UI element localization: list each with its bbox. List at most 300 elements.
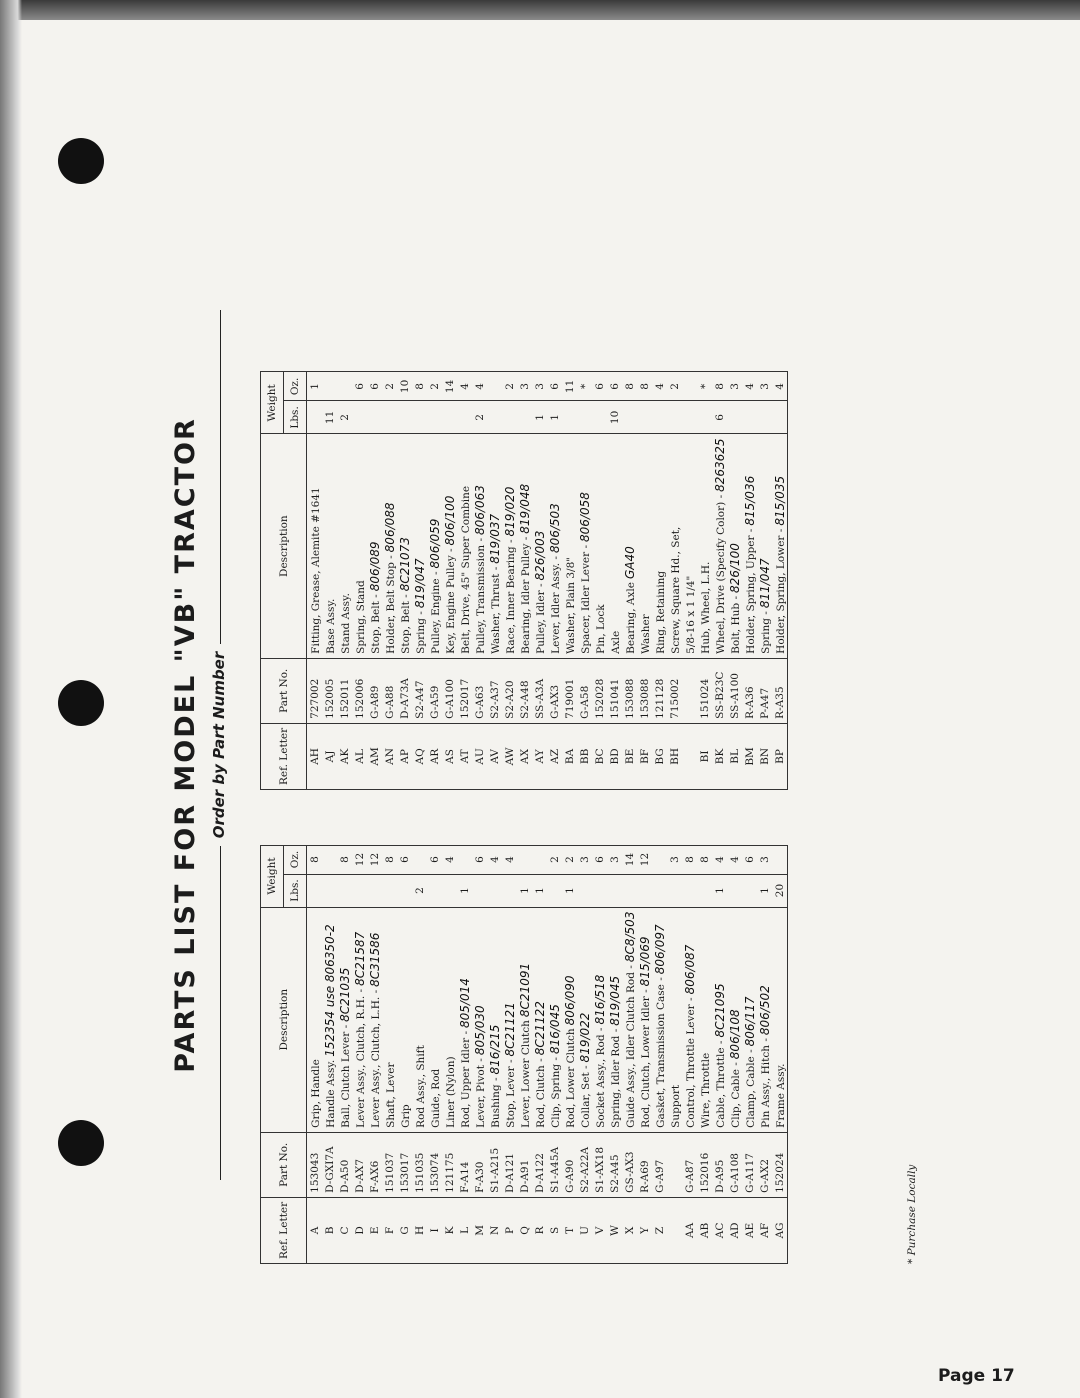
ref-cell-text: AK (338, 748, 351, 765)
description-cell (532, 434, 547, 658)
lbs-cell (397, 874, 412, 907)
oz-cell-text: 12 (368, 852, 381, 867)
oz-cell-text: 4 (443, 856, 456, 863)
handwritten-note: GA40 (622, 546, 637, 580)
ref-cell-text: L (458, 1226, 471, 1234)
part-no-cell-text: 152016 (698, 1152, 711, 1193)
oz-cell (772, 845, 788, 874)
description-cell-text: Spacer, Idler Lever - (579, 544, 592, 654)
description-cell-text: Spring, Idler Rod - (609, 1028, 622, 1128)
col-oz-header: Oz. (284, 372, 307, 401)
description-cell-text: Handle Assy. (324, 1059, 337, 1128)
ref-cell (652, 1197, 667, 1263)
part-no-cell-text: S2-A20 (503, 680, 516, 719)
lbs-cell (637, 401, 652, 434)
description-cell (412, 434, 427, 658)
part-no-cell-text: S2-A45 (608, 1154, 621, 1193)
description-cell-text: Washer (639, 614, 652, 654)
part-no-cell (742, 1132, 757, 1197)
part-no-cell (652, 1132, 667, 1197)
part-no-cell (667, 1132, 682, 1197)
part-no-cell-text: 719001 (563, 678, 576, 719)
table-row (517, 845, 532, 1263)
oz-cell-text: 6 (743, 856, 756, 863)
part-no-cell (442, 1132, 457, 1197)
oz-cell-text: 4 (458, 383, 471, 390)
description-cell (712, 434, 727, 658)
oz-cell (742, 845, 757, 874)
ref-cell (622, 1197, 637, 1263)
handwritten-note: 816/045 (547, 1004, 562, 1055)
oz-cell-text: 6 (548, 383, 561, 390)
description-cell-text: Wire, Throttle (699, 1052, 712, 1128)
table-row (757, 372, 772, 790)
oz-cell-text: 6 (608, 383, 621, 390)
table-row (742, 372, 757, 790)
part-no-cell-text: F-A30 (473, 1161, 486, 1193)
description-cell (427, 434, 442, 658)
oz-cell (427, 845, 442, 874)
table-row (532, 845, 547, 1263)
ref-cell (622, 723, 637, 789)
table-row (667, 372, 682, 790)
ref-cell-text: D (353, 1226, 366, 1235)
lbs-cell (592, 874, 607, 907)
oz-cell (532, 845, 547, 874)
ref-cell (382, 1197, 397, 1263)
lbs-cell (382, 874, 397, 907)
col-weight-header: Weight (261, 372, 284, 434)
part-no-cell (352, 1132, 367, 1197)
description-cell-text: Rod, Clutch, Lower Idler - (639, 989, 652, 1128)
table-row (412, 372, 427, 790)
lbs-cell (457, 401, 472, 434)
oz-cell (517, 845, 532, 874)
ref-cell-text: E (368, 1226, 381, 1235)
description-cell (367, 907, 382, 1132)
part-no-cell-text: D-AX7 (353, 1158, 366, 1193)
oz-cell (397, 372, 412, 401)
table-row (517, 372, 532, 790)
description-cell-text: Stop, Lever - (504, 1059, 517, 1128)
oz-cell (697, 845, 712, 874)
description-cell (742, 434, 757, 658)
ref-cell-text: AD (728, 1222, 741, 1239)
handwritten-note: 8C21035 (337, 967, 352, 1022)
parts-table-right (260, 371, 788, 790)
oz-cell-text: 1 (308, 383, 321, 390)
oz-cell-text: 14 (443, 379, 456, 394)
part-no-cell-text: 153017 (398, 1152, 411, 1193)
part-no-cell-text: SS-B23C (713, 671, 726, 719)
table-row (337, 845, 352, 1263)
part-no-cell (622, 658, 637, 723)
table-row (592, 372, 607, 790)
description-cell-text: Belt, Drive, 45" Super Combine (459, 485, 472, 654)
description-cell-text: Race, Inner Bearing - (504, 539, 517, 654)
lbs-cell (322, 874, 337, 907)
lbs-cell (682, 874, 697, 907)
ref-cell-text: AJ (323, 750, 336, 763)
part-no-cell (367, 1132, 382, 1197)
ref-cell-text: BK (713, 748, 726, 765)
handwritten-note: 8C31586 (367, 932, 382, 987)
ref-cell (427, 723, 442, 789)
handwritten-note: 815/069 (637, 936, 652, 987)
lbs-cell (427, 874, 442, 907)
table-row (772, 372, 788, 790)
table-row (727, 845, 742, 1263)
description-cell (382, 907, 397, 1132)
oz-cell (352, 845, 367, 874)
ref-cell (637, 1197, 652, 1263)
oz-cell-text: 6 (593, 856, 606, 863)
punch-hole-bottom (58, 1120, 104, 1166)
ref-cell (742, 1197, 757, 1263)
page-number: Page 17 (938, 1366, 1015, 1386)
description-cell-text: Washer, Plain 3/8" (564, 556, 577, 654)
ref-cell (532, 1197, 547, 1263)
description-cell (457, 907, 472, 1132)
lbs-cell-text: 1 (518, 887, 531, 894)
lbs-cell-text: 10 (608, 410, 621, 425)
description-cell-text: Rod, Clutch - (534, 1058, 547, 1128)
oz-cell (397, 845, 412, 874)
table-row (442, 845, 457, 1263)
ref-cell (307, 723, 323, 789)
part-no-cell (472, 1132, 487, 1197)
oz-cell-text: 6 (428, 856, 441, 863)
lbs-cell (502, 874, 517, 907)
lbs-cell (322, 401, 337, 434)
part-no-cell-text: 152005 (323, 678, 336, 719)
oz-cell-text: 8 (413, 383, 426, 390)
part-no-cell-text: G-A63 (473, 685, 486, 719)
ref-cell-text: BI (698, 750, 711, 763)
part-no-cell-text: 151024 (698, 678, 711, 719)
part-no-cell (757, 658, 772, 723)
description-cell (427, 907, 442, 1132)
description-cell-text: Holder, Belt Stop - (384, 555, 397, 654)
oz-cell-text: 8 (683, 856, 696, 863)
oz-cell (322, 845, 337, 874)
scan-top-band (0, 0, 1080, 20)
ref-cell-text: AY (533, 749, 546, 764)
oz-cell-text: 14 (623, 852, 636, 867)
description-cell (652, 907, 667, 1132)
oz-cell-text: 6 (353, 383, 366, 390)
punch-hole-middle (58, 680, 104, 726)
oz-cell (562, 845, 577, 874)
ref-cell (772, 1197, 788, 1263)
oz-cell (307, 845, 323, 874)
part-no-cell-text: 151041 (608, 678, 621, 719)
ref-cell-text: AL (353, 749, 366, 764)
oz-cell-text: 8 (308, 856, 321, 863)
part-no-cell-text: S1-A45A (548, 1146, 561, 1193)
ref-cell-text: F (383, 1226, 396, 1235)
description-cell-text: Cable, Throttle - (714, 1040, 727, 1128)
lbs-cell (472, 874, 487, 907)
part-no-cell-text: P-A47 (758, 687, 771, 719)
subtitle-text: Order by Part Number (210, 644, 228, 847)
ref-cell-text: T (563, 1226, 576, 1234)
part-no-cell-text: G-AX3 (548, 684, 561, 719)
table-row (757, 845, 772, 1263)
ref-cell (712, 1197, 727, 1263)
ref-cell (487, 1197, 502, 1263)
oz-cell-text: * (698, 383, 711, 390)
handwritten-note: 8C21073 (397, 537, 412, 592)
oz-cell (487, 372, 502, 401)
ref-cell-text: K (443, 1226, 456, 1235)
ref-cell (697, 1197, 712, 1263)
oz-cell (367, 845, 382, 874)
handwritten-note: 8C21121 (502, 1002, 517, 1057)
oz-cell (412, 845, 427, 874)
part-no-cell-text: SS-A3A (533, 678, 546, 719)
description-cell (682, 907, 697, 1132)
lbs-cell (757, 874, 772, 907)
handwritten-note: 806/502 (757, 985, 772, 1036)
part-no-cell (367, 658, 382, 723)
lbs-cell (547, 874, 562, 907)
oz-cell-text: 4 (743, 383, 756, 390)
oz-cell (637, 372, 652, 401)
description-cell-text: Lever, Pivot - (474, 1058, 487, 1128)
lbs-cell (337, 874, 352, 907)
oz-cell-text: 4 (713, 856, 726, 863)
oz-cell (472, 845, 487, 874)
part-no-cell (442, 658, 457, 723)
ref-cell-text: I (428, 1228, 441, 1233)
description-cell-text: Bolt, Hub - (729, 596, 742, 654)
part-no-cell-text: G-A100 (443, 679, 456, 719)
lbs-cell-text: 1 (533, 414, 546, 421)
lbs-cell (682, 401, 697, 434)
handwritten-note: 819/022 (577, 1012, 592, 1063)
part-no-cell-text: S2-A48 (518, 680, 531, 719)
ref-cell-text: AA (683, 1222, 696, 1238)
oz-cell (712, 372, 727, 401)
lbs-cell (697, 401, 712, 434)
table-row (367, 845, 382, 1263)
ref-cell (517, 723, 532, 789)
ref-cell-text: AM (368, 747, 381, 766)
part-no-cell-text: G-A89 (368, 685, 381, 719)
description-cell-text: Gasket, Transmission Case - (654, 977, 667, 1128)
right-table-body (307, 372, 788, 790)
description-cell-text: Support (669, 1084, 682, 1128)
description-cell-text: Pin, Lock (594, 604, 607, 654)
oz-cell-text: 2 (428, 383, 441, 390)
description-cell (397, 907, 412, 1132)
lbs-cell (727, 401, 742, 434)
ref-cell (592, 1197, 607, 1263)
part-no-cell (727, 1132, 742, 1197)
handwritten-note: 819/037 (487, 513, 502, 564)
part-no-cell-text: G-A87 (683, 1159, 696, 1193)
ref-cell (487, 723, 502, 789)
oz-cell-text: 3 (578, 856, 591, 863)
oz-cell (757, 845, 772, 874)
lbs-cell (307, 401, 323, 434)
table-row (502, 372, 517, 790)
lbs-cell (667, 874, 682, 907)
description-cell-text: Ball, Clutch Lever - (339, 1024, 352, 1128)
part-no-cell-text: G-A90 (563, 1159, 576, 1193)
description-cell (307, 907, 323, 1132)
ref-cell-text: X (623, 1226, 636, 1235)
lbs-cell (517, 874, 532, 907)
part-no-cell-text: 153088 (623, 678, 636, 719)
description-cell-text: Clip, Cable - (729, 1062, 742, 1128)
scan-left-edge (0, 0, 22, 1398)
parts-table-left (260, 845, 788, 1264)
description-cell-text: Lever, Idler Assy. - (549, 556, 562, 654)
ref-cell-text: BP (773, 749, 786, 764)
part-no-cell-text: G-A88 (383, 685, 396, 719)
table-row (712, 845, 727, 1263)
ref-cell (502, 1197, 517, 1263)
part-no-cell-text: F-A14 (458, 1161, 471, 1193)
part-no-cell-text: R-A35 (773, 686, 786, 719)
oz-cell (592, 845, 607, 874)
description-cell-text: 5/8-16 x 1 1/4" (684, 575, 697, 654)
description-cell (712, 907, 727, 1132)
part-no-cell-text: S2-A37 (488, 680, 501, 719)
table-row (337, 372, 352, 790)
part-no-cell-text: G-A58 (578, 685, 591, 719)
handwritten-note: 8C8/503 (622, 911, 637, 963)
ref-cell-text: P (503, 1226, 516, 1234)
oz-cell-text: 4 (473, 383, 486, 390)
ref-cell (337, 723, 352, 789)
lbs-cell (607, 874, 622, 907)
table-row (622, 845, 637, 1263)
description-cell (547, 434, 562, 658)
ref-cell-text: Z (653, 1226, 666, 1235)
description-cell (667, 907, 682, 1132)
oz-cell (682, 845, 697, 874)
lbs-cell (772, 401, 788, 434)
oz-cell-text: 4 (653, 383, 666, 390)
lbs-cell (337, 401, 352, 434)
part-no-cell-text: 152017 (458, 678, 471, 719)
lbs-cell (457, 874, 472, 907)
oz-cell (322, 372, 337, 401)
description-cell (757, 434, 772, 658)
ref-cell (352, 1197, 367, 1263)
table-row (682, 845, 697, 1263)
oz-cell (727, 845, 742, 874)
lbs-cell-text: 1 (458, 887, 471, 894)
lbs-cell (562, 401, 577, 434)
lbs-cell (652, 401, 667, 434)
handwritten-note: 8C21091 (517, 962, 532, 1018)
description-cell (682, 434, 697, 658)
description-cell (337, 907, 352, 1132)
description-cell (502, 434, 517, 658)
col-lbs-header: Lbs. (284, 874, 307, 907)
part-no-cell (412, 658, 427, 723)
handwritten-note: 806/088 (382, 502, 397, 553)
part-no-cell (502, 1132, 517, 1197)
description-cell-text: Stand Assy. (339, 593, 352, 654)
oz-cell-text: 4 (773, 383, 786, 390)
table-row (457, 845, 472, 1263)
lbs-cell-text: 6 (713, 414, 726, 421)
oz-cell-text: 6 (473, 856, 486, 863)
page-subtitle (210, 220, 228, 1270)
oz-cell-text: 6 (368, 383, 381, 390)
col-part-header: Part No. (261, 1132, 307, 1197)
description-cell (352, 434, 367, 658)
description-cell-text: Bushing - (489, 1077, 502, 1128)
description-cell-text: Fitting, Grease, Alemite #1641 (309, 487, 322, 654)
lbs-cell (442, 401, 457, 434)
ref-cell-text: AW (503, 747, 516, 766)
description-cell-text: Holder, Spring, Lower - (774, 528, 787, 654)
ref-cell-text: AB (698, 1222, 711, 1239)
part-no-cell-text: D-A91 (518, 1159, 531, 1193)
oz-cell-text: 3 (518, 383, 531, 390)
table-row (607, 845, 622, 1263)
ref-cell (367, 723, 382, 789)
ref-cell-text: AE (743, 1222, 756, 1239)
description-cell (607, 907, 622, 1132)
ref-cell-text: BB (578, 748, 591, 765)
description-cell (652, 434, 667, 658)
ref-cell (667, 1197, 682, 1263)
description-cell (487, 907, 502, 1132)
oz-cell-text: 2 (503, 383, 516, 390)
lbs-cell (367, 401, 382, 434)
description-cell-text: Pin Assy., Hitch - (759, 1038, 772, 1128)
description-cell-text: Key, Engine Pulley - (444, 548, 457, 654)
lbs-cell (637, 874, 652, 907)
part-no-cell-text: 153043 (308, 1152, 321, 1193)
lbs-cell-text: 2 (473, 414, 486, 421)
part-no-cell-text: G-AX2 (758, 1158, 771, 1193)
ref-cell (502, 723, 517, 789)
ref-cell (367, 1197, 382, 1263)
table-row (772, 845, 788, 1263)
description-cell-text: Control, Throttle Lever - (684, 997, 697, 1128)
oz-cell-text: 3 (758, 856, 771, 863)
lbs-cell (712, 874, 727, 907)
oz-cell-text: 3 (533, 383, 546, 390)
lbs-cell (412, 401, 427, 434)
oz-cell (607, 845, 622, 874)
ref-cell-text: AR (428, 748, 441, 765)
col-part-header: Part No. (261, 658, 307, 723)
table-row (727, 372, 742, 790)
oz-cell-text: 8 (698, 856, 711, 863)
part-no-cell-text: SS-A100 (728, 673, 741, 719)
oz-cell (427, 372, 442, 401)
ref-cell-text: Q (518, 1226, 531, 1235)
description-cell (562, 907, 577, 1132)
oz-cell (472, 372, 487, 401)
part-no-cell (592, 658, 607, 723)
table-row (712, 372, 727, 790)
table-row (577, 372, 592, 790)
col-lbs-header: Lbs. (284, 401, 307, 434)
ref-cell-text: BA (563, 748, 576, 765)
handwritten-note: 805/030 (472, 1005, 487, 1056)
part-no-cell (682, 658, 697, 723)
